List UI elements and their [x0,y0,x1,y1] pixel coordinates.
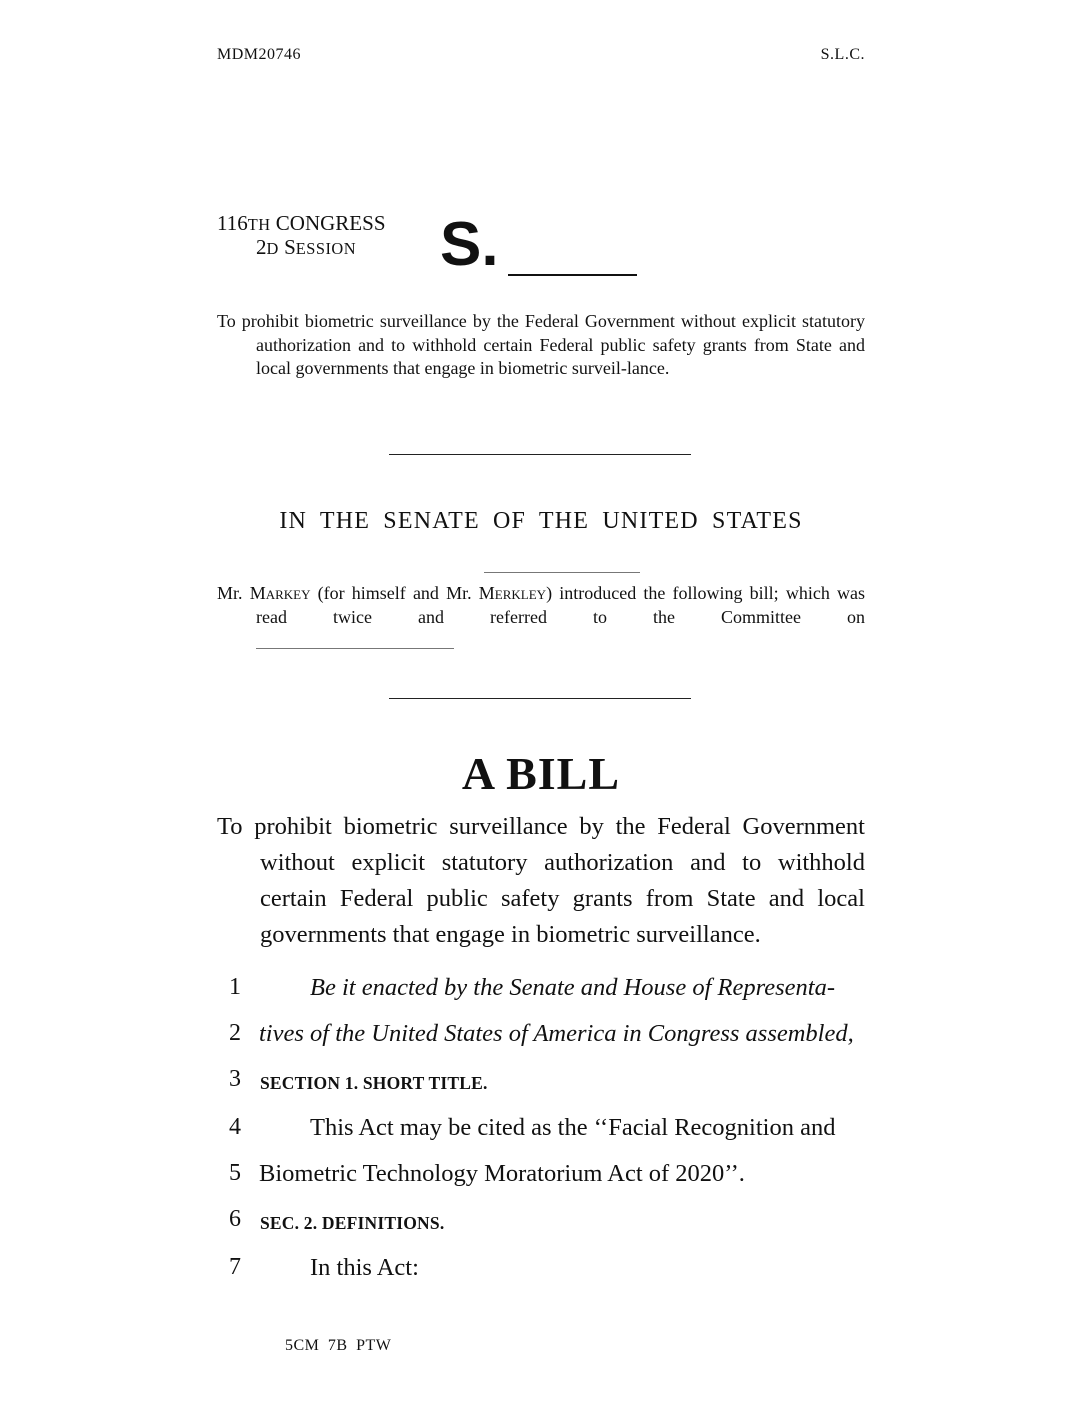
chamber-heading: IN THE SENATE OF THE UNITED STATES [279,508,803,534]
bill-number-prefix: S. [440,210,499,279]
section-heading: SEC. 2. DEFINITIONS. [260,1213,445,1233]
bill-label: A BILL [461,748,621,799]
congress-number: 116 [217,211,248,235]
date-rule [484,572,640,573]
divider-rule-2 [389,698,691,699]
long-title: To prohibit biometric surveillance by the Federal Government without explicit statutory authorization and to withhold certain Federal public safety grants from State and local governments that engage in biometric surveillance. [217,813,865,948]
line-number: 7 [229,1254,241,1280]
footer-code: 5CM 7B PTW [285,1337,392,1354]
line-number: 5 [229,1160,241,1186]
introduction-paragraph [217,582,865,629]
line-number: 4 [229,1114,241,1140]
session-line [256,235,356,261]
committee-blank-line [256,648,454,649]
intro-tail: ) introduced the following bill; which was read twice and referred to the Committee on [256,583,866,627]
congress-number-suffix: TH [247,215,271,234]
sponsor-name: Markey [249,583,311,603]
section-heading: SECTION 1. SHORT TITLE. [260,1073,488,1093]
office-code: S.L.C. [820,46,865,63]
session-word: SESSION [284,235,357,259]
session-number: 2 [256,235,267,259]
bill-number-blank [508,274,637,276]
body-text-line: Biometric Technology Moratorium Act of 2020’’. [259,1160,745,1187]
intro-middle: (for himself and Mr. [317,583,472,603]
body-text-line: This Act may be cited as the ‘‘Facial Recognition and [310,1114,836,1141]
enacting-clause-line-2: tives of the United States of America in Congress assembled, [259,1020,854,1047]
line-number: 3 [229,1066,241,1092]
sponsor-title: Mr. [217,583,243,603]
divider-rule [389,454,691,455]
enacting-clause-line-1: Be it enacted by the Senate and House of Representa- [310,974,835,1001]
session-number-suffix: D [266,239,279,258]
short-description: To prohibit biometric surveillance by the Federal Government without explicit statutory authorization and to withhold certain Federal public safety grants from State and local governments that engage in biometric surveil-lance. [217,311,865,378]
cosponsor-name: Merkley [478,583,547,603]
line-number: 1 [229,974,241,1000]
document-id: MDM20746 [217,46,302,63]
body-text-line: In this Act: [310,1254,419,1281]
line-number: 2 [229,1020,241,1046]
congress-word: CONGRESS [275,211,386,235]
congress-line [217,211,386,237]
line-number: 6 [229,1206,241,1232]
